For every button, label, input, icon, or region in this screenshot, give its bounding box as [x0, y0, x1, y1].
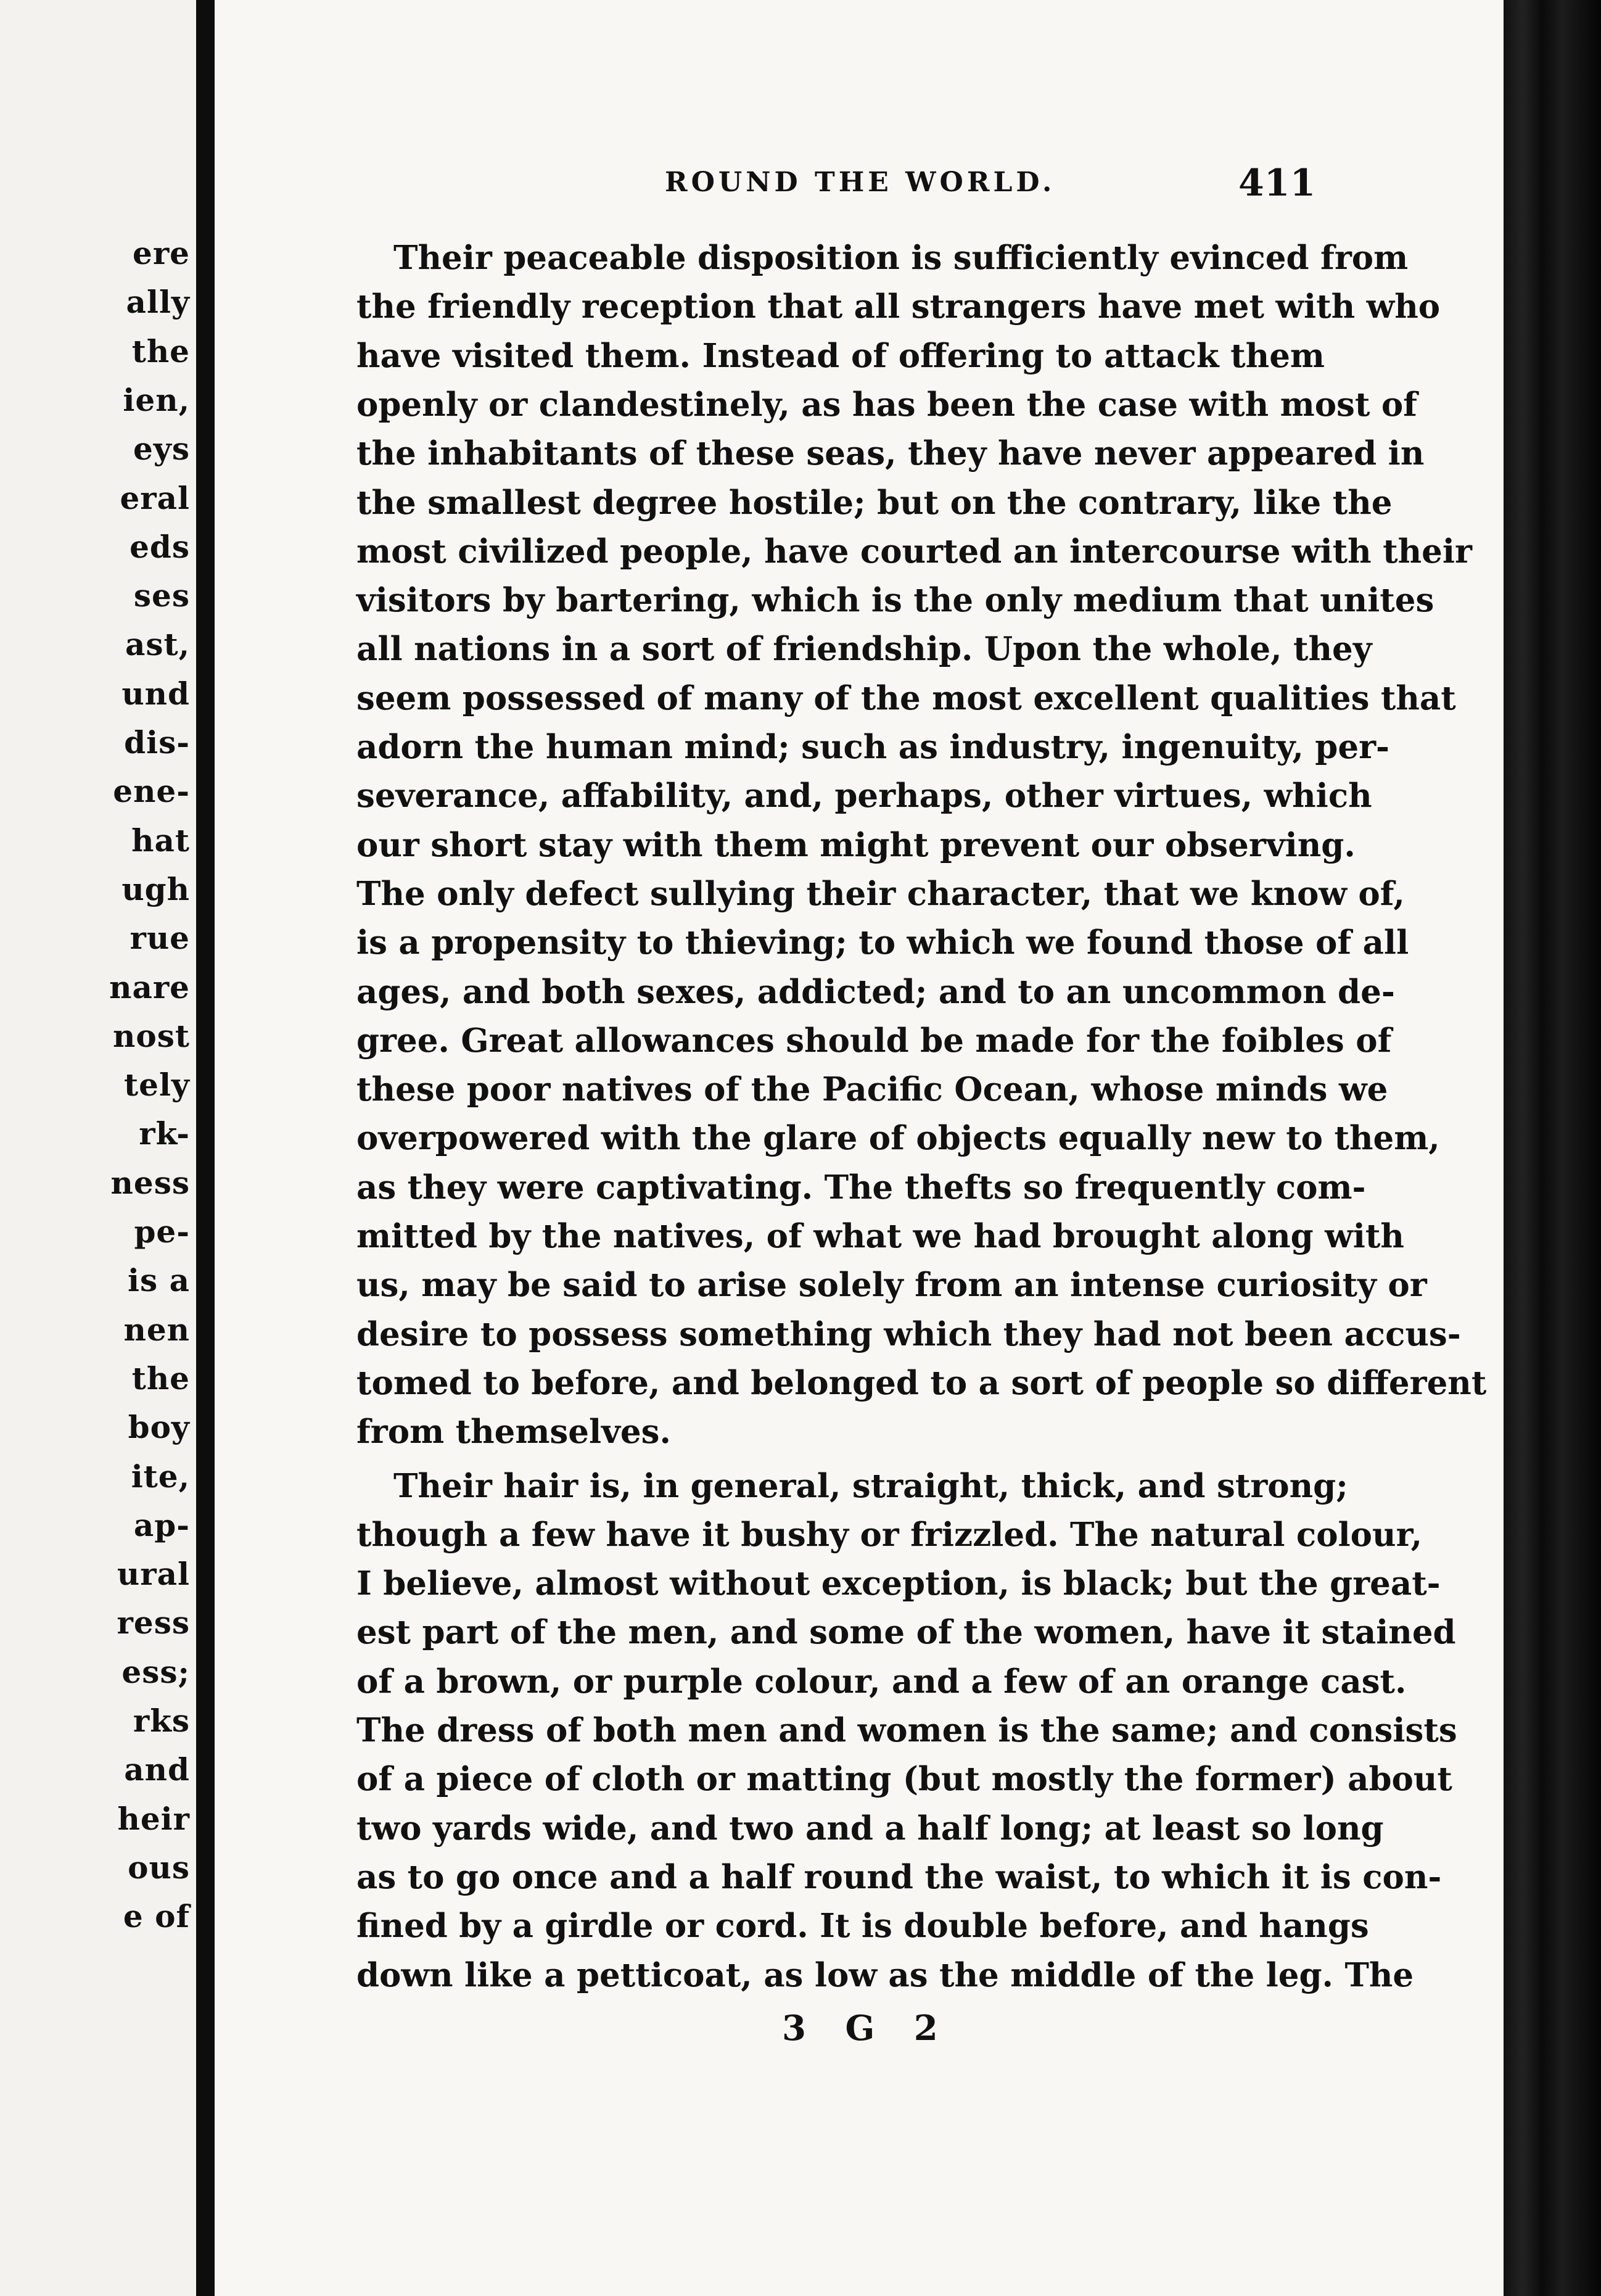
text-line: us, may be said to arise solely from an intense curiosity or	[356, 1266, 1427, 1305]
text-line: the smallest degree hostile; but on the contrary, like the	[356, 483, 1393, 522]
previous-page-line-ending: heir	[117, 1800, 190, 1837]
previous-page-line-ending: hat	[131, 822, 190, 859]
previous-page-line-ending: and	[124, 1751, 190, 1788]
text-line: severance, affability, and, perhaps, other virtues, which	[356, 777, 1372, 816]
previous-page-line-ending: nost	[113, 1017, 190, 1054]
previous-page-line-ending: dis-	[124, 724, 190, 761]
signature-mark: 3 G 2	[782, 2008, 952, 2049]
text-line: fined by a girdle or cord. It is double before, and hangs	[356, 1907, 1369, 1946]
text-line: though a few have it bushy or frizzled. The natural colour,	[356, 1515, 1423, 1554]
previous-page-line-ending: ress	[117, 1604, 190, 1641]
text-line: our short stay with them might prevent our observing.	[356, 825, 1356, 864]
previous-page-line-ending: ite,	[131, 1458, 190, 1495]
previous-page-line-ending: ast,	[125, 626, 190, 663]
previous-page-line-ending: ally	[126, 284, 190, 321]
book-page	[215, 0, 1504, 2296]
previous-page-line-ending: ap-	[133, 1506, 190, 1543]
previous-page-line-ending: ous	[128, 1849, 190, 1886]
previous-page-fragment	[0, 0, 196, 2296]
previous-page-line-ending: ien,	[123, 381, 190, 418]
text-line: The dress of both men and women is the same; and consists	[356, 1711, 1457, 1749]
previous-page-line-ending: ses	[133, 577, 190, 614]
running-head: ROUND THE WORLD.	[665, 167, 1056, 198]
text-line: from themselves.	[356, 1413, 671, 1452]
text-line: mitted by the natives, of what we had brought along with	[356, 1217, 1404, 1255]
previous-page-line-ending: ess;	[121, 1653, 190, 1690]
text-line: I believe, almost without exception, is black; but the great-	[356, 1564, 1441, 1603]
text-line: most civilized people, have courted an intercourse with their	[356, 532, 1472, 571]
previous-page-line-ending: pe-	[134, 1213, 190, 1250]
previous-page-line-ending: nen	[123, 1311, 190, 1348]
text-line: Their peaceable disposition is sufficiently evinced from	[393, 239, 1409, 277]
previous-page-line-ending: e of	[123, 1898, 190, 1935]
text-line: of a brown, or purple colour, and a few of an orange cast.	[356, 1662, 1407, 1701]
text-line: ages, and both sexes, addicted; and to an uncommon de-	[356, 972, 1395, 1011]
previous-page-line-ending: rue	[130, 920, 190, 957]
text-line: all nations in a sort of friendship. Upon the whole, they	[356, 630, 1372, 669]
page-gutter	[196, 0, 215, 2296]
text-line: openly or clandestinely, as has been the case with most of	[356, 385, 1417, 424]
previous-page-line-ending: ugh	[121, 870, 190, 907]
previous-page-line-ending: nare	[109, 968, 190, 1006]
text-line: have visited them. Instead of offering to attack them	[356, 336, 1325, 375]
text-line: as to go once and a half round the waist, to which it is con-	[356, 1857, 1442, 1896]
text-line: seem possessed of many of the most excellent qualities that	[356, 679, 1456, 717]
text-line: down like a petticoat, as low as the middle of the leg. The	[356, 1955, 1414, 1994]
text-line: overpowered with the glare of objects equally new to them,	[356, 1119, 1440, 1158]
text-line: the friendly reception that all strangers have met with who	[356, 287, 1441, 326]
text-line: of a piece of cloth or matting (but mostly the former) about	[356, 1760, 1452, 1799]
previous-page-line-ending: the	[131, 1360, 190, 1397]
text-line: est part of the men, and some of the women, have it stained	[356, 1613, 1456, 1652]
text-line: the inhabitants of these seas, they have never appeared in	[356, 434, 1425, 473]
previous-page-line-ending: rk-	[139, 1115, 190, 1152]
previous-page-line-ending: rks	[133, 1703, 190, 1739]
text-line: these poor natives of the Pacific Ocean, whose minds we	[356, 1070, 1388, 1109]
previous-page-line-ending: eral	[120, 479, 190, 516]
previous-page-line-ending: eys	[133, 431, 190, 468]
page-number: 411	[1238, 162, 1316, 205]
previous-page-line-ending: the	[131, 332, 190, 370]
text-line: as they were captivating. The thefts so frequently com-	[356, 1168, 1366, 1207]
previous-page-line-ending: ene-	[113, 773, 190, 810]
previous-page-line-ending: eds	[130, 528, 190, 565]
previous-page-line-ending: tely	[124, 1067, 190, 1104]
previous-page-line-ending: boy	[128, 1409, 190, 1446]
text-line: tomed to before, and belonged to a sort of people so different	[356, 1363, 1487, 1402]
previous-page-line-ending: ness	[110, 1164, 190, 1201]
text-line: visitors by bartering, which is the only medium that unites	[356, 581, 1434, 620]
text-line: Their hair is, in general, straight, thick, and strong;	[393, 1466, 1348, 1505]
text-line: gree. Great allowances should be made for the foibles of	[356, 1021, 1392, 1060]
text-line: two yards wide, and two and a half long; at least so long	[356, 1809, 1384, 1848]
text-line: is a propensity to thieving; to which we found those of all	[356, 923, 1409, 962]
text-line: The only defect sullying their character, that we know of,	[356, 874, 1405, 913]
previous-page-line-ending: ere	[133, 235, 190, 271]
text-line: desire to possess something which they had not been accus-	[356, 1315, 1461, 1353]
text-line: adorn the human mind; such as industry, ingenuity, per-	[356, 728, 1389, 766]
book-binding-edge	[1504, 0, 1601, 2296]
previous-page-line-ending: und	[121, 675, 190, 712]
previous-page-line-ending: ural	[117, 1556, 190, 1593]
previous-page-line-ending: is a	[128, 1262, 190, 1299]
